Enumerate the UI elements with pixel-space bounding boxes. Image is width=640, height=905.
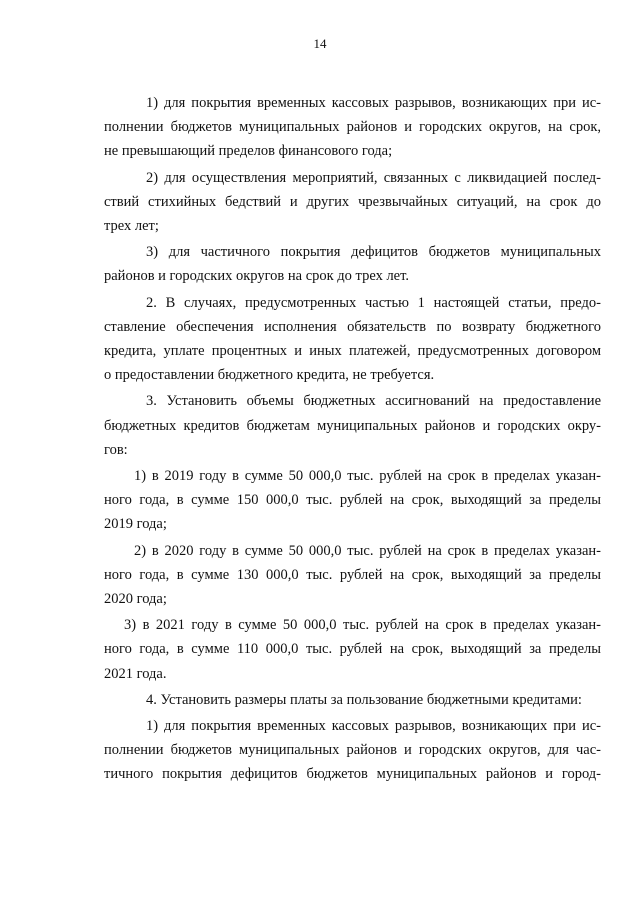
text-line: тичного покрытия дефицитов бюджетов муниципальных районов и город- xyxy=(104,766,601,783)
text-line: ствий стихийных бедствий и других чрезвычайных ситуаций, на срок до xyxy=(104,193,601,210)
text-line: 1) для покрытия временных кассовых разрывов, возникающих при ис- xyxy=(146,718,601,735)
text-line: 1) для покрытия временных кассовых разрывов, возникающих при ис- xyxy=(146,95,601,111)
text-line: гов: xyxy=(104,441,128,458)
text-line: 2021 года. xyxy=(104,665,167,682)
text-line: полнении бюджетов муниципальных районов и городских округов, на срок, xyxy=(104,119,601,136)
text-line: 3. Установить объемы бюджетных ассигнований на предоставление xyxy=(146,393,601,410)
text-line: ного года, в сумме 150 000,0 тыс. рублей на срок, выходящий за пределы xyxy=(104,492,601,509)
text-line: бюджетных кредитов бюджетам муниципальных районов и городских окру- xyxy=(104,417,601,434)
text-line: ставление обеспечения исполнения обязательств по возврату бюджетного xyxy=(104,318,601,335)
paragraph-4-1 xyxy=(104,714,601,787)
paragraph-1-2 xyxy=(104,166,601,239)
text-line: 1) в 2019 году в сумме 50 000,0 тыс. рублей на срок в пределах указан- xyxy=(134,468,601,485)
text-line: кредита, уплате процентных и иных платежей, предусмотренных договором xyxy=(104,343,601,360)
text-line: 2) в 2020 году в сумме 50 000,0 тыс. рублей на срок в пределах указан- xyxy=(134,542,601,559)
text-line: 3) для частичного покрытия дефицитов бюджетов муниципальных xyxy=(146,244,601,261)
text-line: 4. Установить размеры платы за пользование бюджетными кредитами: xyxy=(146,691,582,708)
text-line: ного года, в сумме 110 000,0 тыс. рублей на срок, выходящий за пределы xyxy=(104,641,601,658)
paragraph-2 xyxy=(104,291,601,388)
text-line: 2019 года; xyxy=(104,516,167,533)
text-line: ного года, в сумме 130 000,0 тыс. рублей на срок, выходящий за пределы xyxy=(104,566,601,583)
document-body xyxy=(104,91,601,789)
paragraph-3-3 xyxy=(104,613,601,686)
paragraph-3-2 xyxy=(104,539,601,612)
text-line: не превышающий пределов финансового года; xyxy=(104,143,393,160)
text-line: 3) в 2021 году в сумме 50 000,0 тыс. рублей на срок в пределах указан- xyxy=(124,617,601,634)
paragraph-3-1 xyxy=(104,464,601,537)
text-line: о предоставлении бюджетного кредита, не требуется. xyxy=(104,367,435,384)
text-line: районов и городских округов на срок до трех лет. xyxy=(104,268,409,285)
text-line: 2020 года; xyxy=(104,591,167,608)
paragraph-3 xyxy=(104,389,601,462)
text-line: 2. В случаях, предусмотренных частью 1 настоящей статьи, предо- xyxy=(146,294,601,311)
text-line: 2) для осуществления мероприятий, связанных с ликвидацией послед- xyxy=(146,169,601,186)
paragraph-1-3 xyxy=(104,240,601,288)
text-line: полнении бюджетов муниципальных районов и городских округов, для час- xyxy=(104,742,601,759)
paragraph-1-1 xyxy=(104,91,601,164)
text-line: трех лет; xyxy=(104,218,159,235)
paragraph-4 xyxy=(104,688,601,712)
page-number: 14 xyxy=(313,36,327,51)
